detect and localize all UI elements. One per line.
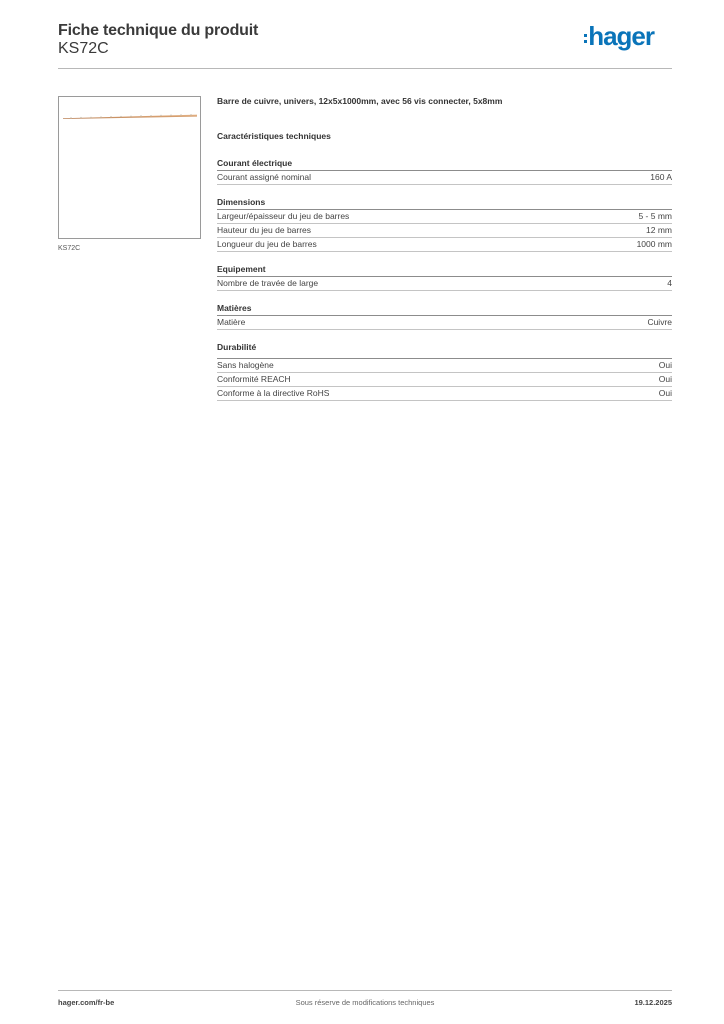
specifications-panel — [217, 96, 672, 401]
spec-label: Sans halogène — [217, 360, 274, 370]
spec-value: Oui — [658, 388, 672, 398]
technical-characteristics-heading: Caractéristiques techniques — [217, 131, 331, 141]
spec-row — [217, 373, 672, 387]
spec-label: Largeur/épaisseur du jeu de barres — [217, 211, 350, 221]
header-divider — [58, 68, 672, 69]
spec-value: 160 A — [650, 172, 672, 182]
spec-group-materials — [217, 302, 672, 330]
spec-value: 12 mm — [646, 225, 672, 235]
spec-group-electrical — [217, 157, 672, 185]
spec-label: Hauteur du jeu de barres — [217, 225, 312, 235]
spec-group-title: Equipement — [217, 263, 672, 277]
spec-value: Cuivre — [647, 317, 672, 327]
spec-row — [217, 316, 672, 330]
footer-notice: Sous réserve de modifications techniques — [295, 998, 435, 1007]
spec-value: Oui — [658, 360, 672, 370]
hager-logo — [584, 22, 654, 50]
spec-value: 1000 mm — [636, 239, 672, 249]
footer-date: 19.12.2025 — [634, 998, 672, 1007]
spec-label: Conforme à la directive RoHS — [217, 388, 330, 398]
spec-row — [217, 224, 672, 238]
spec-value: Oui — [658, 374, 672, 384]
spec-group-equipment — [217, 263, 672, 291]
spec-row — [217, 210, 672, 224]
image-caption: KS72C — [58, 245, 81, 252]
logo-text: hager — [588, 21, 654, 51]
spec-row — [217, 171, 672, 185]
spec-label: Longueur du jeu de barres — [217, 239, 317, 249]
spec-row — [217, 387, 672, 401]
product-description: Barre de cuivre, univers, 12x5x1000mm, avec 56 vis connecter, 5x8mm — [217, 96, 503, 106]
spec-label: Matière — [217, 317, 246, 327]
spec-label: Courant assigné nominal — [217, 172, 312, 182]
spec-label: Conformité REACH — [217, 374, 291, 384]
logo-dots-icon — [584, 34, 587, 43]
spec-row — [217, 359, 672, 373]
spec-row — [217, 238, 672, 252]
spec-group-title: Courant électrique — [217, 157, 672, 171]
spec-group-durability — [217, 341, 672, 401]
spec-group-dimensions — [217, 196, 672, 252]
document-header — [58, 22, 672, 70]
spec-value: 5 - 5 mm — [638, 211, 672, 221]
product-reference: KS72C — [58, 40, 109, 57]
footer-divider — [58, 990, 672, 991]
spec-group-title: Matières — [217, 302, 672, 316]
product-image — [58, 96, 201, 239]
footer-website-link[interactable]: hager.com/fr-be — [58, 998, 115, 1007]
spec-group-title: Durabilité — [217, 341, 672, 359]
spec-label: Nombre de travée de large — [217, 278, 319, 288]
spec-value: 4 — [667, 278, 672, 288]
document-title: Fiche technique du produit — [58, 22, 259, 39]
document-footer — [58, 998, 672, 1010]
spec-row — [217, 277, 672, 291]
copper-busbar-icon — [63, 114, 197, 119]
spec-group-title: Dimensions — [217, 196, 672, 210]
